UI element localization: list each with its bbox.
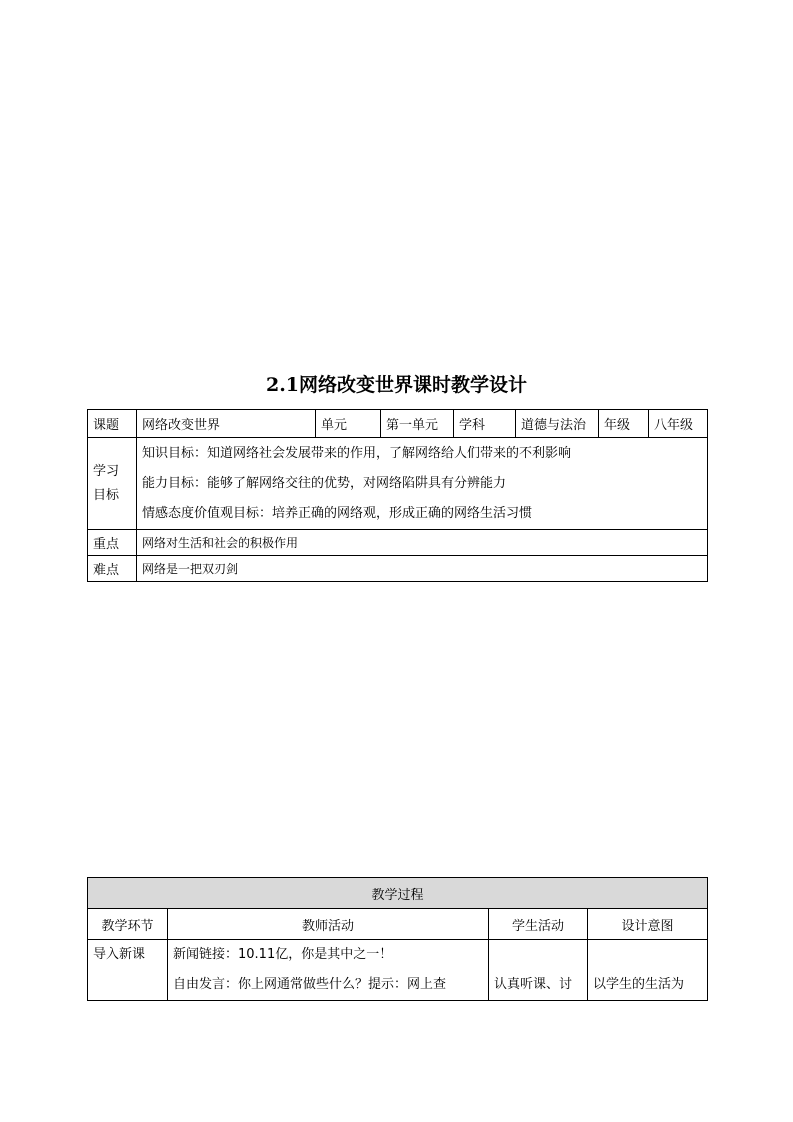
student-activity-cell <box>489 940 588 1001</box>
teacher-activity-cell <box>168 940 489 1001</box>
learning-goals-label <box>88 438 137 530</box>
unit-value: 第一单元 <box>381 410 454 438</box>
key-point-label: 重点 <box>88 530 137 556</box>
teacher-activity-line: 自由发言：你上网通常做些什么？提示：网上查 <box>173 977 447 992</box>
difficulty-value: 网络是一把双刃剑 <box>137 556 708 582</box>
key-point-row <box>88 530 708 556</box>
grade-value: 八年级 <box>649 410 708 438</box>
column-header-stage: 教学环节 <box>88 909 168 940</box>
process-title-row <box>88 878 708 909</box>
teacher-activity-line: 新闻链接：10.11亿，你是其中之一！ <box>173 947 393 962</box>
learning-goals-label-line2: 目标 <box>93 487 120 503</box>
column-header-intent: 设计意图 <box>588 909 708 940</box>
unit-label: 单元 <box>316 410 381 438</box>
subject-value: 道德与法治 <box>516 410 599 438</box>
design-intent-cell <box>588 940 708 1001</box>
attitude-goal: 情感态度价值观目标：培养正确的网络观，形成正确的网络生活习惯 <box>142 505 533 521</box>
course-info-table <box>87 409 708 582</box>
knowledge-goal: 知识目标：知道网络社会发展带来的作用，了解网络给人们带来的不利影响 <box>142 445 572 461</box>
grade-label: 年级 <box>599 410 649 438</box>
difficulty-label: 难点 <box>88 556 137 582</box>
column-header-student: 学生活动 <box>489 909 588 940</box>
info-header-row <box>88 410 708 438</box>
difficulty-row <box>88 556 708 582</box>
design-intent-text: 以学生的生活为 <box>593 977 685 992</box>
learning-goals-label-line1: 学习 <box>93 463 120 479</box>
table-row <box>88 940 708 1001</box>
column-header-teacher: 教师活动 <box>168 909 489 940</box>
stage-cell: 导入新课 <box>88 940 168 1001</box>
document-title: 2.1网络改变世界课时教学设计 <box>265 374 528 396</box>
teaching-process-table <box>87 877 708 1001</box>
student-activity-text: 认真听课、讨 <box>494 977 573 992</box>
process-title: 教学过程 <box>88 878 708 909</box>
subject-label: 学科 <box>454 410 516 438</box>
learning-goals-content <box>137 438 708 530</box>
topic-value: 网络改变世界 <box>137 410 316 438</box>
topic-label: 课题 <box>88 410 137 438</box>
learning-goals-row <box>88 438 708 530</box>
process-column-headers <box>88 909 708 940</box>
ability-goal: 能力目标：能够了解网络交往的优势，对网络陷阱具有分辨能力 <box>142 475 507 491</box>
key-point-value: 网络对生活和社会的积极作用 <box>137 530 708 556</box>
